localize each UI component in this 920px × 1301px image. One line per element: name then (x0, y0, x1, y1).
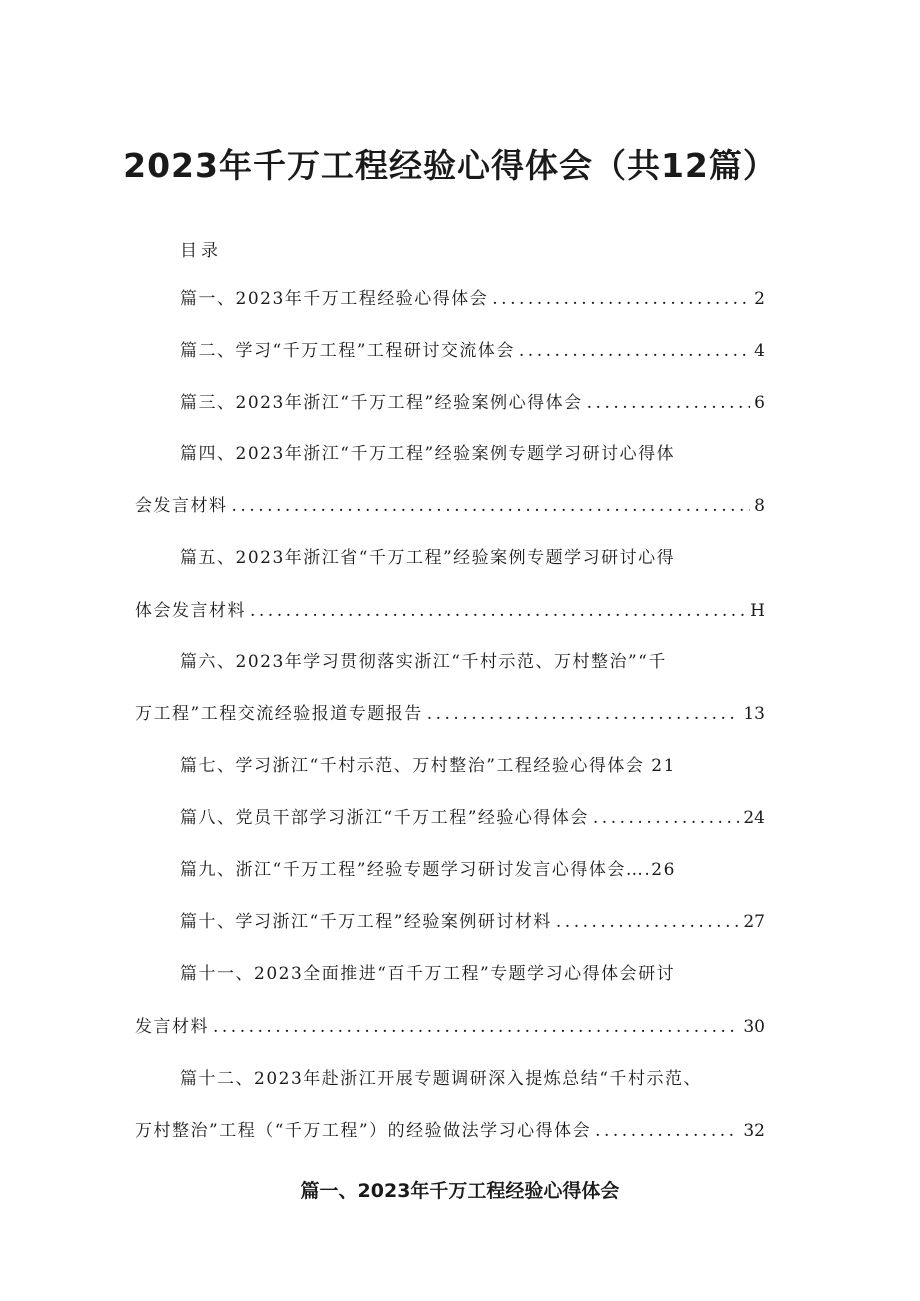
toc-leader (232, 493, 751, 519)
document-title: 2023年千万工程经验心得体会（共12篇） (123, 146, 777, 185)
toc-entry-title: 篇八、党员干部学习浙江“千万工程”经验心得体会 (180, 808, 589, 828)
toc-leader (593, 805, 739, 831)
toc-page-number: 30 (743, 1017, 765, 1037)
toc-entry-1[interactable] (180, 286, 765, 312)
toc-leader (587, 390, 751, 416)
toc-leader (519, 338, 750, 364)
toc-leader (556, 909, 739, 935)
toc-entry-8[interactable] (180, 805, 765, 831)
toc-heading: 目录 (180, 241, 222, 261)
toc-entry-title: 会发言材料 (135, 496, 228, 516)
toc-entry-9[interactable]: 篇九、浙江“千万工程”经验专题学习研讨发言心得体会….26 (180, 860, 676, 880)
toc-page-number: H (750, 601, 765, 621)
toc-entry-4-line-1[interactable]: 篇四、2023年浙江“千万工程”经验案例专题学习研讨心得体 (180, 444, 676, 464)
toc-page-number: 6 (754, 393, 765, 413)
toc-page-number: 32 (743, 1121, 765, 1141)
toc-entry-5-line-2[interactable] (135, 598, 765, 624)
toc-entry-title: 万村整治”工程（“千万工程”）的经验做法学习心得体会 (135, 1121, 592, 1141)
toc-entry-title: 篇三、2023年浙江“千万工程”经验案例心得体会 (180, 393, 583, 413)
toc-entry-7[interactable]: 篇七、学习浙江“千村示范、万村整治”工程经验心得体会 21 (180, 756, 676, 776)
toc-page-number: 13 (743, 704, 765, 724)
toc-entry-title: 篇一、2023年千万工程经验心得体会 (180, 289, 489, 309)
toc-entry-11-line-2[interactable] (135, 1014, 765, 1040)
toc-page-number: 4 (754, 341, 765, 361)
toc-entry-6-line-1[interactable]: 篇六、2023年学习贯彻落实浙江“千村示范、万村整治”“千 (180, 652, 667, 672)
toc-entry-12-line-1[interactable]: 篇十二、2023年赴浙江开展专题调研深入提炼总结“千村示范、 (180, 1069, 702, 1089)
toc-entry-11-line-1[interactable]: 篇十一、2023全面推进“百千万工程”专题学习心得体会研讨 (180, 964, 676, 984)
toc-entry-title: 发言材料 (135, 1017, 209, 1037)
toc-entry-12-line-2[interactable] (135, 1118, 765, 1144)
toc-leader (213, 1014, 739, 1040)
toc-leader (595, 1118, 739, 1144)
toc-entry-4-line-2[interactable] (135, 493, 765, 519)
toc-entry-title: 篇二、学习“千万工程”工程研讨交流体会 (180, 341, 515, 361)
toc-page-number: 2 (754, 289, 765, 309)
toc-page-number: 24 (743, 808, 765, 828)
toc-page-number: 27 (743, 912, 765, 932)
toc-entry-title: 体会发言材料 (135, 601, 246, 621)
toc-entry-3[interactable] (180, 390, 765, 416)
toc-leader (427, 701, 740, 727)
toc-leader (492, 286, 750, 312)
toc-page-number: 8 (754, 496, 765, 516)
section-title: 篇一、2023年千万工程经验心得体会 (300, 1180, 620, 1202)
toc-entry-5-line-1[interactable]: 篇五、2023年浙江省“千万工程”经验案例专题学习研讨心得 (180, 548, 676, 568)
toc-entry-6-line-2[interactable] (135, 701, 765, 727)
toc-entry-2[interactable] (180, 338, 765, 364)
toc-entry-10[interactable] (180, 909, 765, 935)
toc-entry-title: 万工程”工程交流经验报道专题报告 (135, 704, 423, 724)
toc-leader (250, 598, 746, 624)
toc-entry-title: 篇十、学习浙江“千万工程”经验案例研讨材料 (180, 912, 552, 932)
